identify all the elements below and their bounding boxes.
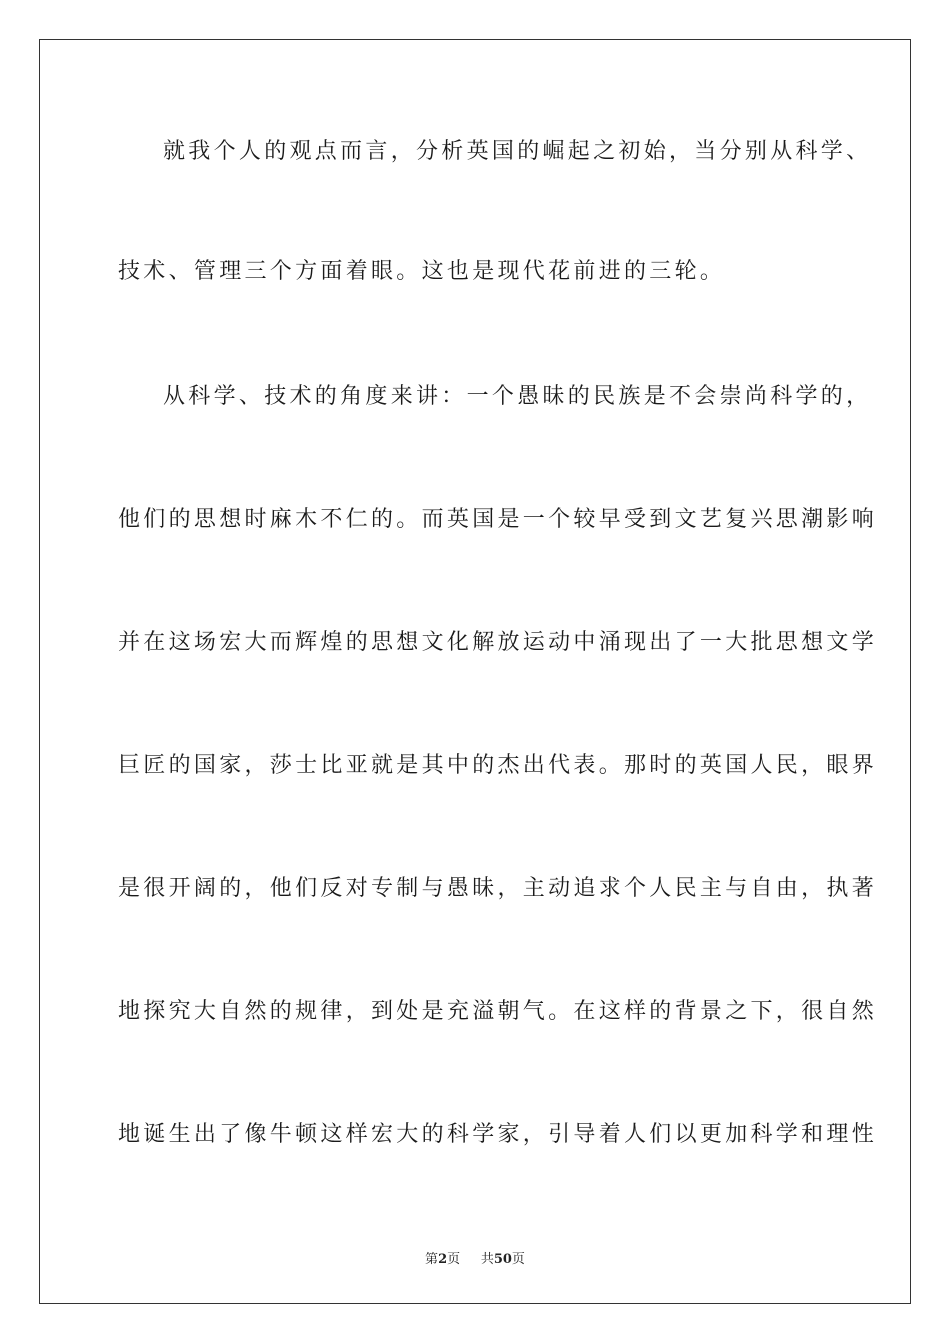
paragraph-2-line-7: 地诞生出了像牛顿这样宏大的科学家，引导着人们以更加科学和理性 [118, 1122, 878, 1147]
page-number-label [425, 1252, 460, 1267]
paragraph-2-line-1: 从科学、技术的角度来讲：一个愚昧的民族是不会崇尚科学的， [163, 384, 872, 409]
total-prefix: 共 [480, 1252, 494, 1267]
paragraph-2-line-4: 巨匠的国家，莎士比亚就是其中的杰出代表。那时的英国人民，眼界 [118, 753, 878, 778]
paragraph-1-line-2: 技术、管理三个方面着眼。这也是现代花前进的三轮。 [118, 259, 726, 284]
page-suffix: 页 [447, 1252, 461, 1267]
paragraph-2-line-3: 并在这场宏大而辉煌的思想文化解放运动中涌现出了一大批思想文学 [118, 630, 878, 655]
page-prefix: 第 [425, 1252, 439, 1267]
paragraph-2-line-5: 是很开阔的，他们反对专制与愚昧，主动追求个人民主与自由，执著 [118, 876, 878, 901]
total-pages: 50 [493, 1252, 512, 1267]
paragraph-1-line-1: 就我个人的观点而言，分析英国的崛起之初始，当分别从科学、 [163, 139, 872, 164]
total-pages-label [481, 1252, 525, 1267]
page-number: 2 [438, 1252, 448, 1267]
total-suffix: 页 [511, 1252, 525, 1267]
paragraph-2-line-2: 他们的思想时麻木不仁的。而英国是一个较早受到文艺复兴思潮影响 [118, 507, 878, 532]
page-border [39, 39, 911, 1304]
page-footer [0, 1248, 950, 1267]
paragraph-2-line-6: 地探究大自然的规律，到处是充溢朝气。在这样的背景之下，很自然 [118, 999, 878, 1024]
